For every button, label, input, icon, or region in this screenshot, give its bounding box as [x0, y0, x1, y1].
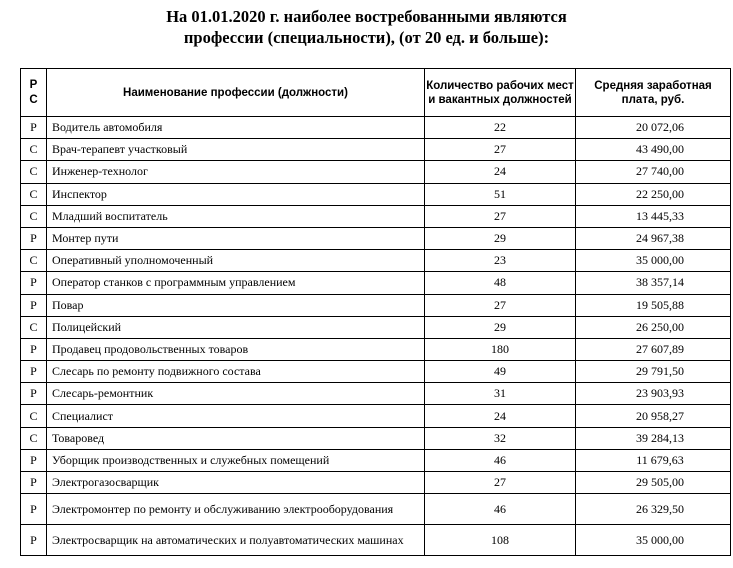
table-row: [21, 361, 731, 383]
cell-rs: Р: [21, 449, 47, 471]
table-row: [21, 427, 731, 449]
cell-profession-name: Оперативный уполномоченный: [47, 250, 425, 272]
table-row: [21, 525, 731, 556]
table-row: [21, 316, 731, 338]
cell-profession-name: Специалист: [47, 405, 425, 427]
cell-salary: 24 967,38: [576, 227, 731, 249]
cell-profession-name: Оператор станков с программным управлением: [47, 272, 425, 294]
cell-rs: С: [21, 139, 47, 161]
cell-count: 23: [425, 250, 576, 272]
cell-salary: 35 000,00: [576, 250, 731, 272]
cell-salary: 22 250,00: [576, 183, 731, 205]
cell-count: 32: [425, 427, 576, 449]
cell-count: 27: [425, 139, 576, 161]
cell-count: 49: [425, 361, 576, 383]
table-row: [21, 294, 731, 316]
cell-rs: С: [21, 205, 47, 227]
cell-rs: Р: [21, 361, 47, 383]
cell-rs: Р: [21, 227, 47, 249]
cell-salary: 20 958,27: [576, 405, 731, 427]
cell-count: 108: [425, 525, 576, 556]
header-rs-line-1: Р: [29, 78, 38, 91]
cell-profession-name: Продавец продовольственных товаров: [47, 338, 425, 360]
cell-profession-name: Водитель автомобиля: [47, 117, 425, 139]
cell-count: 51: [425, 183, 576, 205]
cell-salary: 19 505,88: [576, 294, 731, 316]
cell-rs: С: [21, 427, 47, 449]
table-row: [21, 472, 731, 494]
table-body: [21, 117, 731, 556]
header-rs-line-2: С: [29, 93, 38, 106]
cell-profession-name: Врач-терапевт участковый: [47, 139, 425, 161]
cell-count: 24: [425, 161, 576, 183]
cell-salary: 20 072,06: [576, 117, 731, 139]
cell-count: 27: [425, 294, 576, 316]
cell-profession-name: Слесарь-ремонтник: [47, 383, 425, 405]
table-row: [21, 449, 731, 471]
cell-count: 31: [425, 383, 576, 405]
cell-rs: Р: [21, 494, 47, 525]
cell-rs: Р: [21, 525, 47, 556]
cell-profession-name: Монтер пути: [47, 227, 425, 249]
cell-salary: 13 445,33: [576, 205, 731, 227]
title-line-2: профессии (специальности), (от 20 ед. и больше):: [183, 28, 550, 47]
cell-rs: Р: [21, 117, 47, 139]
table-row: [21, 117, 731, 139]
table-row: [21, 338, 731, 360]
cell-rs: С: [21, 183, 47, 205]
cell-profession-name: Младший воспитатель: [47, 205, 425, 227]
professions-table: [20, 68, 731, 556]
table-row: [21, 205, 731, 227]
cell-profession-name: Товаровед: [47, 427, 425, 449]
cell-rs: Р: [21, 338, 47, 360]
table-row: [21, 405, 731, 427]
cell-rs: С: [21, 316, 47, 338]
cell-count: 29: [425, 316, 576, 338]
table-row: [21, 272, 731, 294]
cell-salary: 39 284,13: [576, 427, 731, 449]
cell-salary: 26 250,00: [576, 316, 731, 338]
cell-rs: С: [21, 405, 47, 427]
cell-profession-name: Слесарь по ремонту подвижного состава: [47, 361, 425, 383]
header-rs: [21, 69, 47, 117]
cell-salary: 11 679,63: [576, 449, 731, 471]
table-row: [21, 227, 731, 249]
cell-rs: Р: [21, 294, 47, 316]
cell-rs: Р: [21, 272, 47, 294]
cell-salary: 35 000,00: [576, 525, 731, 556]
cell-count: 48: [425, 272, 576, 294]
cell-rs: С: [21, 161, 47, 183]
cell-salary: 29 791,50: [576, 361, 731, 383]
title-line-1: На 01.01.2020 г. наиболее востребованными являются: [166, 7, 567, 26]
cell-count: 27: [425, 205, 576, 227]
header-count: Количество рабочих мест и вакантных должностей: [425, 69, 576, 117]
cell-profession-name: Электрогазосварщик: [47, 472, 425, 494]
table-row: [21, 161, 731, 183]
cell-count: 46: [425, 494, 576, 525]
cell-salary: 27 740,00: [576, 161, 731, 183]
cell-count: 22: [425, 117, 576, 139]
cell-rs: Р: [21, 472, 47, 494]
cell-profession-name: Повар: [47, 294, 425, 316]
cell-profession-name: Электромонтер по ремонту и обслуживанию электрооборудования: [47, 494, 425, 525]
cell-salary: 27 607,89: [576, 338, 731, 360]
header-name: Наименование профессии (должности): [47, 69, 425, 117]
table-row: [21, 383, 731, 405]
cell-count: 27: [425, 472, 576, 494]
cell-count: 29: [425, 227, 576, 249]
cell-profession-name: Инспектор: [47, 183, 425, 205]
cell-salary: 23 903,93: [576, 383, 731, 405]
cell-profession-name: Полицейский: [47, 316, 425, 338]
cell-profession-name: Электросварщик на автоматических и полуавтоматических машинах: [47, 525, 425, 556]
table-row: [21, 250, 731, 272]
header-salary: Средняя заработная плата, руб.: [576, 69, 731, 117]
cell-rs: С: [21, 250, 47, 272]
table-row: [21, 139, 731, 161]
table-row: [21, 494, 731, 525]
cell-count: 46: [425, 449, 576, 471]
cell-salary: 43 490,00: [576, 139, 731, 161]
cell-salary: 38 357,14: [576, 272, 731, 294]
cell-salary: 26 329,50: [576, 494, 731, 525]
cell-count: 24: [425, 405, 576, 427]
cell-profession-name: Инженер-технолог: [47, 161, 425, 183]
table-header-row: [21, 69, 731, 117]
table-row: [21, 183, 731, 205]
cell-rs: Р: [21, 383, 47, 405]
cell-count: 180: [425, 338, 576, 360]
cell-profession-name: Уборщик производственных и служебных помещений: [47, 449, 425, 471]
cell-salary: 29 505,00: [576, 472, 731, 494]
document-title: [0, 6, 733, 48]
